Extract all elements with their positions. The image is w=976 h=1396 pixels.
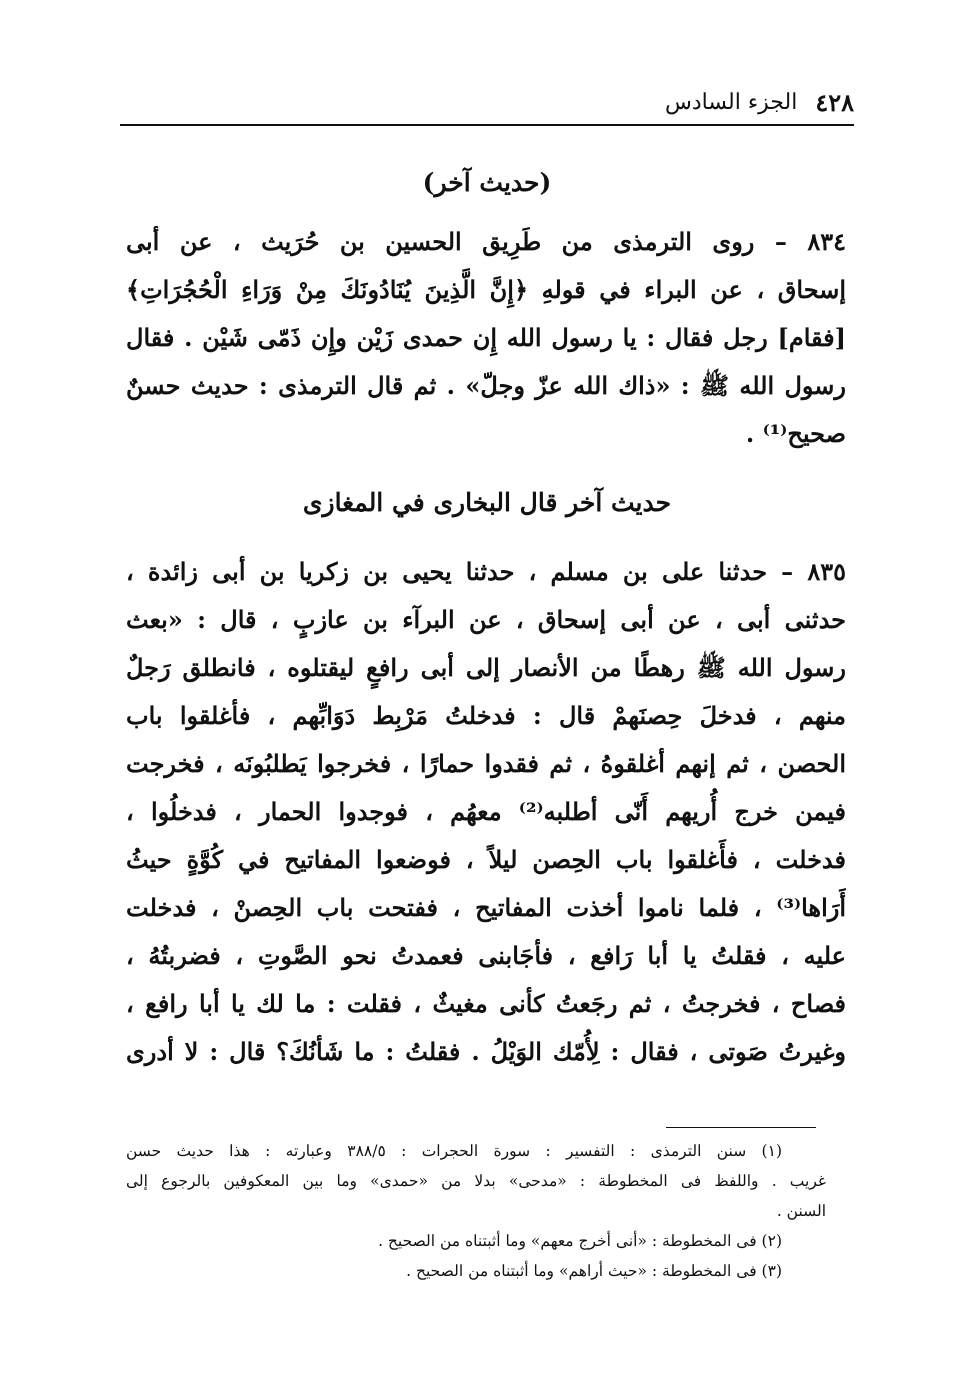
text-line: رسول الله ﷺ رهطًا من الأنصار إلى أبى رافعٍ ليقتلوه ، فانطلق رَجلٌ bbox=[126, 653, 846, 682]
section-heading-1: (حديث آخر) bbox=[422, 168, 552, 197]
text-line: منهم ، فدخلَ حِصنَهمْ قال : فدخلتُ مَرْبِط دَوَابِّهم ، فأغلقوا باب bbox=[126, 701, 846, 730]
text-line: ٨٣٥ – حدثنا على بن مسلم ، حدثنا يحيى بن زكريا بن أبى زائدة ، bbox=[126, 557, 846, 586]
text-line: أَرَاها⁽³⁾ ، فلما ناموا أخذت المفاتيح ، ففتحت باب الحِصنْ ، فدخلت bbox=[126, 893, 846, 922]
text-line: إسحاق ، عن البراء في قولهِ ﴿إِنَّ الَّذِينَ يُنَادُونَكَ مِنْ وَرَاءِ الْحُجُرَاتِ﴾ bbox=[126, 275, 846, 304]
footnote-3: (٣) فى المخطوطة : «حيث أراهم» وما أثبتناه من الصحيح . bbox=[406, 1262, 782, 1280]
hadith-835-paragraph bbox=[126, 548, 846, 1076]
footnotes bbox=[126, 1136, 826, 1286]
text-line: رسول الله ﷺ : «ذاك الله عزّ وجلّ» . ثم قال الترمذى : حديث حسنٌ bbox=[126, 371, 846, 400]
text-line: وغيرتُ صَوتى ، فقال : لِأُمّك الوَيْلُ . فقلتُ : ما شَأنُكَ؟ قال : لا أدرى bbox=[126, 1037, 846, 1066]
section-heading-2: حديث آخر قال البخارى في المغازى bbox=[302, 488, 672, 517]
footnote-1-continued: السنن . bbox=[776, 1202, 826, 1220]
text-line: فدخلت ، فأَغلقوا باب الحِصن ليلاً ، فوضعوا المفاتيح في كُوَّةٍ حيثُ bbox=[126, 845, 846, 874]
text-line: فصاح ، فخرجتُ ، ثم رجَعتُ كأنى مغيثٌ ، فقلت : ما لك يا أبا رافع ، bbox=[126, 989, 846, 1018]
text-line: [فقام] رجل فقال : يا رسول الله إِن حمدى زَيْن وإِن ذَمّى شَيْن . فقال bbox=[126, 323, 846, 352]
text-line: فيمن خرج أُريهم أَنّى أطلبه⁽²⁾ معهُم ، فوجدوا الحمار ، فدخلُوا ، bbox=[126, 797, 846, 826]
text-line: صحيح⁽¹⁾ . bbox=[745, 419, 846, 448]
header-rule bbox=[120, 124, 854, 126]
hadith-834-paragraph bbox=[126, 218, 846, 458]
volume-title: الجزء السادس bbox=[665, 89, 798, 115]
page-number: ٤٢٨ bbox=[815, 87, 854, 117]
text-line: ٨٣٤ – روى الترمذى من طَرِيق الحسين بن حُرَيث ، عن أبى bbox=[126, 227, 846, 256]
footnote-1-continued: غريب . واللفظ فى المخطوطة : «مدحى» بدلا من «حمدى» وما بين المعكوفين بالرجوع إلى bbox=[126, 1172, 826, 1190]
footnote-rule bbox=[666, 1127, 816, 1128]
footnote-2: (٢) فى المخطوطة : «أنى أخرج معهم» وما أثبتناه من الصحيح . bbox=[378, 1232, 782, 1250]
text-line: الحصن ، ثم إنهم أغلقوهُ ، ثم فقدوا حمارًا ، فخرجوا يَطلبُونَه ، فخرجت bbox=[126, 749, 846, 778]
text-line: حدثنى أبى ، عن أبى إسحاق ، عن البرآء بن عازبٍ ، قال : «بعث bbox=[126, 605, 846, 634]
footnote-1: (١) سنن الترمذى : التفسير : سورة الحجرات : ٣٨٨/٥ وعبارته : هذا حديث حسن bbox=[126, 1142, 782, 1160]
text-line: عليه ، فقلتُ يا أبا رَافع ، فأجَابنى فعمدتُ نحو الصَّوتِ ، فضربتُهُ ، bbox=[126, 941, 846, 970]
running-header bbox=[120, 84, 854, 120]
